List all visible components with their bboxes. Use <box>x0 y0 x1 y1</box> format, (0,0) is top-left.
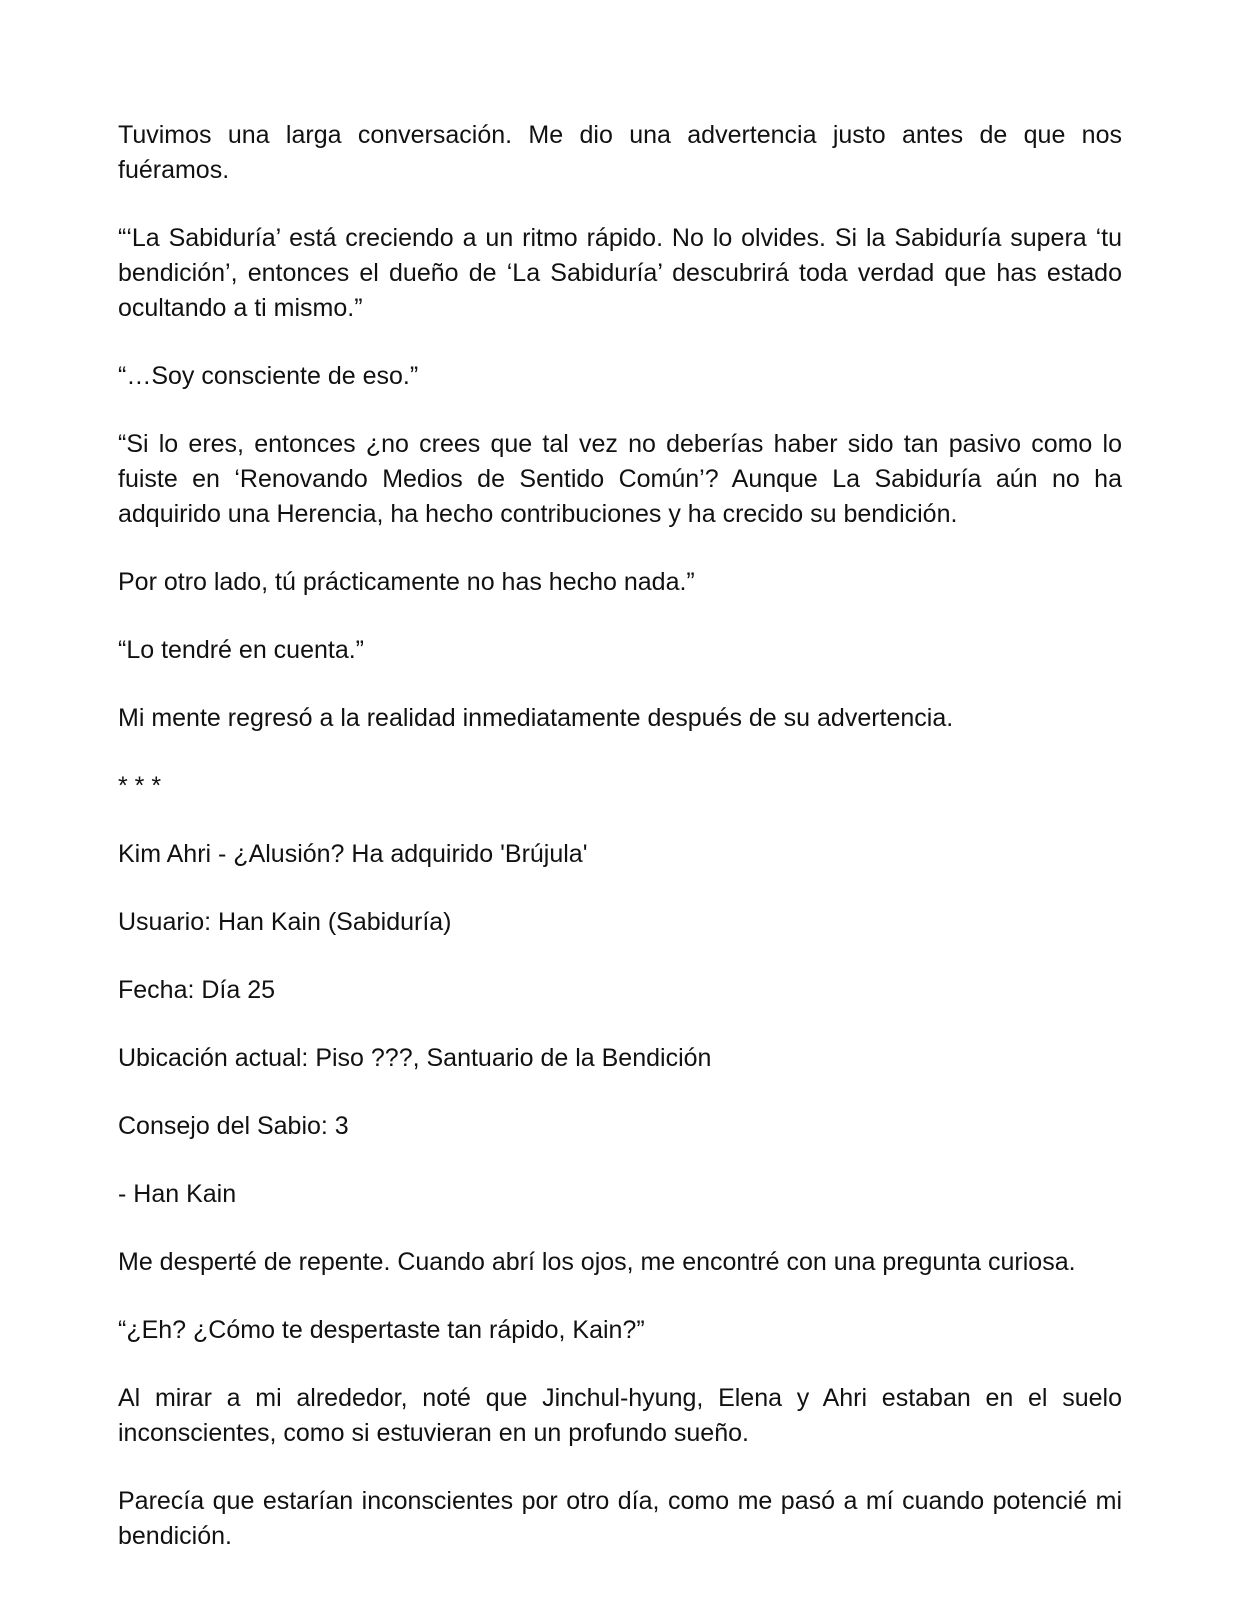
paragraph-woke-up: Me desperté de repente. Cuando abrí los ojos, me encontré con una pregunta curiosa. <box>118 1248 1076 1276</box>
status-user: Usuario: Han Kain (Sabiduría) <box>118 908 452 936</box>
status-kim-ahri: Kim Ahri - ¿Alusión? Ha adquirido 'Brújula' <box>118 840 588 868</box>
status-signature: - Han Kain <box>118 1180 237 1208</box>
paragraph-question-kain: “¿Eh? ¿Cómo te despertaste tan rápido, Kain?” <box>118 1316 645 1344</box>
paragraph-looking-around: Al mirar a mi alrededor, noté que Jinchul-hyung, Elena y Ahri estaban en el suelo inconscientes, como si estuvieran en un profundo sueño. <box>118 1384 1122 1447</box>
paragraph-nothing-done: Por otro lado, tú prácticamente no has hecho nada.” <box>118 568 695 596</box>
status-sage-advice: Consejo del Sabio: 3 <box>118 1112 349 1140</box>
paragraph-aware-reply: “…Soy consciente de eso.” <box>118 362 419 390</box>
status-location: Ubicación actual: Piso ???, Santuario de la Bendición <box>118 1044 712 1072</box>
scene-break: * * * <box>118 772 162 800</box>
status-date: Fecha: Día 25 <box>118 976 276 1004</box>
document-page <box>118 118 1122 1587</box>
paragraph-passive-question: “Si lo eres, entonces ¿no crees que tal vez no deberías haber sido tan pasivo como lo fuiste en ‘Renovando Medios de Sentido Común’? Aunque La Sabiduría aún no ha adquirido una Herencia, ha hecho contribuciones y ha crecido su bendición. <box>118 430 1122 528</box>
paragraph-return-reality: Mi mente regresó a la realidad inmediatamente después de su advertencia. <box>118 704 954 732</box>
paragraph-wisdom-warning: “‘La Sabiduría’ está creciendo a un ritmo rápido. No lo olvides. Si la Sabiduría supera ‘tu bendición’, entonces el dueño de ‘La Sabiduría’ descubrirá toda verdad que has estado ocultando a ti mismo.” <box>118 224 1122 322</box>
paragraph-unconscious-day: Parecía que estarían inconscientes por otro día, como me pasó a mí cuando potencié mi bendición. <box>118 1487 1122 1550</box>
paragraph-warning-intro: Tuvimos una larga conversación. Me dio una advertencia justo antes de que nos fuéramos. <box>118 121 1122 184</box>
paragraph-keep-in-mind: “Lo tendré en cuenta.” <box>118 636 364 664</box>
